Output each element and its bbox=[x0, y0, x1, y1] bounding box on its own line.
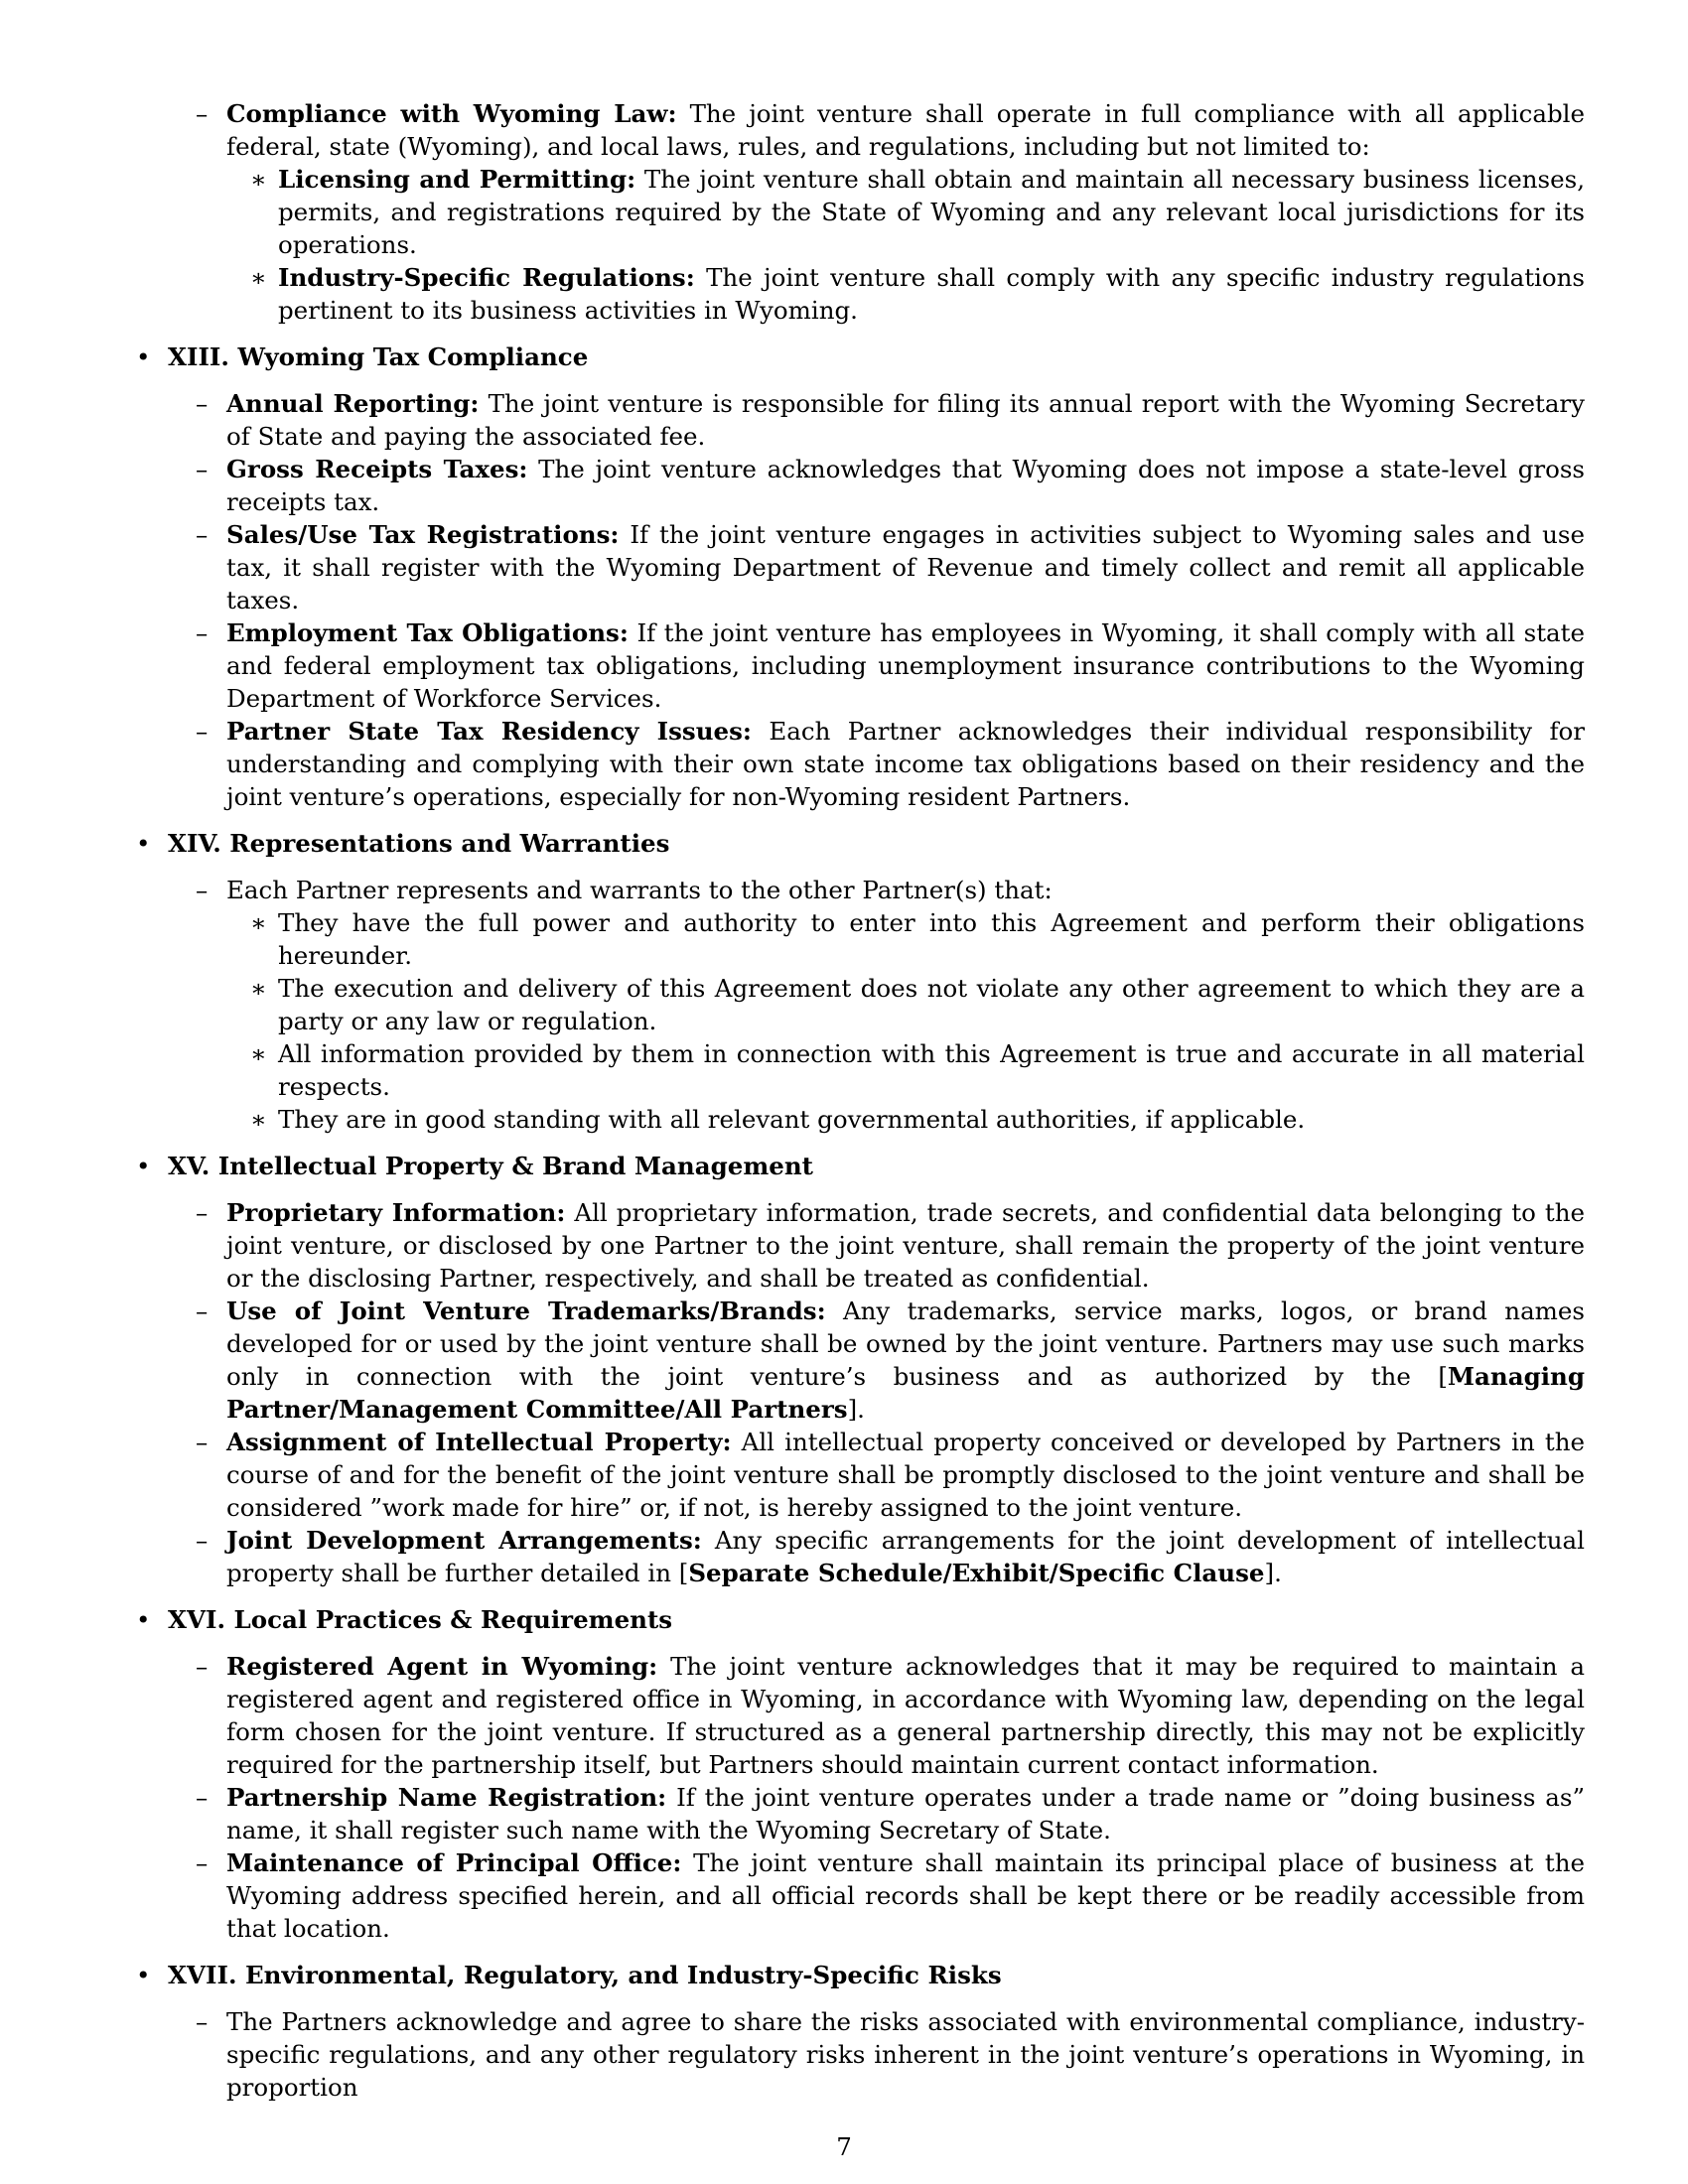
item-tail: ]. bbox=[847, 1395, 865, 1424]
dash-bullet: – bbox=[196, 1297, 209, 1325]
list-item bbox=[133, 1196, 1585, 1295]
list-item bbox=[133, 874, 1585, 906]
list-item bbox=[133, 97, 1585, 163]
dash-bullet: – bbox=[196, 389, 209, 418]
item-text: All intellectual property conceived or developed by Partners in the course of and for the benefit of the joint venture shall be promptly disclosed to the joint venture and shall be considered ”work made for hire” or, if not, is hereby assigned to the joint venture. bbox=[226, 1428, 1585, 1522]
asterisk-bullet: ∗ bbox=[250, 1039, 267, 1068]
section-xiii bbox=[133, 341, 1585, 373]
list-item bbox=[133, 1524, 1585, 1589]
sub-item-text: The joint venture shall obtain and maintain all necessary business licenses, permits, and registrations required by the State of Wyoming and any relevant local jurisdictions for its operations. bbox=[278, 165, 1585, 259]
section-title: XIII. Wyoming Tax Compliance bbox=[168, 342, 589, 371]
sub-item-text: All information provided by them in connection with this Agreement is true and accurate in all material respects. bbox=[278, 1039, 1585, 1101]
item-label: Sales/Use Tax Registrations: bbox=[226, 520, 620, 549]
document-body bbox=[133, 97, 1585, 2104]
sub-item-label: Licensing and Permitting: bbox=[278, 165, 636, 194]
section-bullet: • bbox=[136, 342, 151, 371]
dash-bullet: – bbox=[196, 520, 209, 549]
list-item bbox=[133, 453, 1585, 518]
item-label: Compliance with Wyoming Law: bbox=[226, 99, 677, 128]
section-title: XIV. Representations and Warranties bbox=[168, 829, 670, 858]
item-label: Use of Joint Venture Trademarks/Brands: bbox=[226, 1297, 826, 1325]
list-item bbox=[133, 616, 1585, 715]
item-text: Each Partner acknowledges their individual responsibility for understanding and complying with their own state income tax obligations based on their residency and the joint venture’s operations, especially for non-Wyoming resident Partners. bbox=[226, 717, 1586, 811]
item-text: The joint venture is responsible for filing its annual report with the Wyoming Secretary of State and paying the associated fee. bbox=[226, 389, 1585, 451]
item-text: The joint venture shall operate in full compliance with all applicable federal, state (Wyoming), and local laws, rules, and regulations, including but not limited to: bbox=[226, 99, 1585, 161]
item-text: If the joint venture engages in activities subject to Wyoming sales and use tax, it shall register with the Wyoming Department of Revenue and timely collect and remit all applicable taxes. bbox=[226, 520, 1585, 614]
list-item bbox=[133, 387, 1585, 453]
item-text: Any trademarks, service marks, logos, or brand names developed for or used by the joint venture shall be owned by the joint venture. Partners may use such marks only in connection with the joint venture’s business and as authorized by the [ bbox=[226, 1297, 1585, 1391]
section-xiv bbox=[133, 827, 1585, 860]
item-label: Annual Reporting: bbox=[226, 389, 480, 418]
list-item bbox=[133, 518, 1585, 616]
section-title: XV. Intellectual Property & Brand Management bbox=[168, 1152, 813, 1180]
list-item bbox=[133, 1846, 1585, 1945]
dash-bullet: – bbox=[196, 1652, 209, 1681]
item-text: If the joint venture operates under a trade name or ”doing business as” name, it shall register such name with the Wyoming Secretary of State. bbox=[226, 1783, 1585, 1844]
dash-bullet: – bbox=[196, 1848, 209, 1877]
section-xvi bbox=[133, 1603, 1585, 1636]
dash-bullet: – bbox=[196, 717, 209, 746]
item-text: Any specific arrangements for the joint development of intellectual property shall be further detailed in [ bbox=[226, 1526, 1585, 1587]
asterisk-bullet: ∗ bbox=[250, 165, 267, 194]
sub-item bbox=[133, 972, 1585, 1037]
item-text: The joint venture shall maintain its principal place of business at the Wyoming address specified herein, and all official records shall be kept there or be readily accessible from that location. bbox=[226, 1848, 1585, 1943]
sub-item bbox=[133, 163, 1585, 261]
dash-bullet: – bbox=[196, 876, 209, 904]
list-item bbox=[133, 715, 1585, 813]
item-bold-insert: Managing Partner/Management Committee/All Partners bbox=[226, 1362, 1585, 1424]
list-item bbox=[133, 1781, 1585, 1846]
item-text: All proprietary information, trade secrets, and confidential data belonging to the joint venture, or disclosed by one Partner to the joint venture, shall remain the property of the joint venture or the disclosing Partner, respectively, and shall be treated as confidential. bbox=[226, 1198, 1585, 1293]
item-label: Joint Development Arrangements: bbox=[226, 1526, 702, 1555]
item-text: The Partners acknowledge and agree to share the risks associated with environmental compliance, industry-specific regulations, and any other regulatory risks inherent in the joint venture’s operations in Wyoming, in proportion bbox=[226, 2007, 1585, 2102]
item-text: Each Partner represents and warrants to the other Partner(s) that: bbox=[226, 876, 1053, 904]
sub-item-label: Industry-Specific Regulations: bbox=[278, 263, 695, 292]
dash-bullet: – bbox=[196, 455, 209, 483]
item-text: If the joint venture has employees in Wyoming, it shall comply with all state and federal employment tax obligations, including unemployment insurance contributions to the Wyoming Department of Workforce Services. bbox=[226, 618, 1586, 713]
item-label: Partner State Tax Residency Issues: bbox=[226, 717, 752, 746]
sub-item-text: The joint venture shall comply with any specific industry regulations pertinent to its business activities in Wyoming. bbox=[278, 263, 1585, 325]
sub-item bbox=[133, 906, 1585, 972]
asterisk-bullet: ∗ bbox=[250, 263, 267, 292]
sub-item bbox=[133, 1037, 1585, 1103]
page-number: 7 bbox=[836, 2132, 852, 2161]
sub-item-text: The execution and delivery of this Agreement does not violate any other agreement to which they are a party or any law or regulation. bbox=[278, 974, 1585, 1035]
item-label: Gross Receipts Taxes: bbox=[226, 455, 528, 483]
asterisk-bullet: ∗ bbox=[250, 1105, 267, 1134]
item-text: The joint venture acknowledges that it may be required to maintain a registered agent and registered office in Wyoming, in accordance with Wyoming law, depending on the legal form chosen for the joint venture. If structured as a general partnership directly, this may not be explicitly required for the partnership itself, but Partners should maintain current contact information. bbox=[226, 1652, 1585, 1779]
item-label: Employment Tax Obligations: bbox=[226, 618, 629, 647]
item-label: Maintenance of Principal Office: bbox=[226, 1848, 682, 1877]
section-title: XVII. Environmental, Regulatory, and Industry-Specific Risks bbox=[168, 1961, 1002, 1989]
item-label: Proprietary Information: bbox=[226, 1198, 566, 1227]
section-title: XVI. Local Practices & Requirements bbox=[168, 1605, 673, 1634]
section-xvii bbox=[133, 1959, 1585, 1991]
dash-bullet: – bbox=[196, 1428, 209, 1456]
asterisk-bullet: ∗ bbox=[250, 908, 267, 937]
dash-bullet: – bbox=[196, 1198, 209, 1227]
section-bullet: • bbox=[136, 1152, 151, 1180]
section-bullet: • bbox=[136, 829, 151, 858]
item-label: Partnership Name Registration: bbox=[226, 1783, 667, 1812]
list-item bbox=[133, 1426, 1585, 1524]
item-label: Registered Agent in Wyoming: bbox=[226, 1652, 658, 1681]
dash-bullet: – bbox=[196, 1526, 209, 1555]
item-text: The joint venture acknowledges that Wyoming does not impose a state-level gross receipts tax. bbox=[226, 455, 1585, 516]
sub-item bbox=[133, 261, 1585, 327]
dash-bullet: – bbox=[196, 99, 209, 128]
list-item bbox=[133, 1650, 1585, 1781]
dash-bullet: – bbox=[196, 618, 209, 647]
item-tail: ]. bbox=[1264, 1559, 1282, 1587]
list-item bbox=[133, 2005, 1585, 2104]
dash-bullet: – bbox=[196, 2007, 209, 2036]
section-bullet: • bbox=[136, 1961, 151, 1989]
section-xv bbox=[133, 1150, 1585, 1182]
section-bullet: • bbox=[136, 1605, 151, 1634]
sub-item bbox=[133, 1103, 1585, 1136]
dash-bullet: – bbox=[196, 1783, 209, 1812]
sub-item-text: They have the full power and authority to enter into this Agreement and perform their obligations hereunder. bbox=[278, 908, 1585, 970]
asterisk-bullet: ∗ bbox=[250, 974, 267, 1003]
item-label: Assignment of Intellectual Property: bbox=[226, 1428, 732, 1456]
item-bold-insert: Separate Schedule/Exhibit/Specific Clause bbox=[688, 1559, 1265, 1587]
list-item bbox=[133, 1295, 1585, 1426]
sub-item-text: They are in good standing with all relevant governmental authorities, if applicable. bbox=[278, 1105, 1306, 1134]
